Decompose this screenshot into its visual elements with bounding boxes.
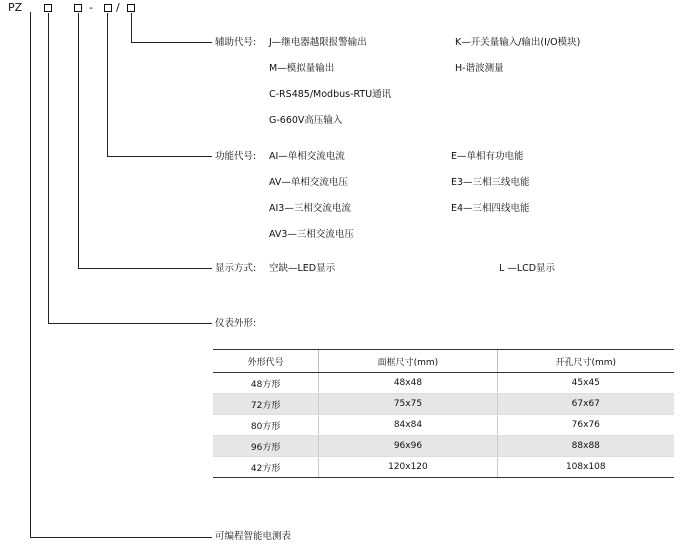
cell-frame: 84x84: [319, 415, 497, 436]
display-label: 显示方式:: [215, 263, 257, 274]
table-row: [213, 415, 674, 436]
header-shape-code: 外形代号: [213, 350, 319, 373]
table-row: [213, 436, 674, 457]
aux-item-j: J—继电器越限报警输出: [269, 37, 367, 48]
leader-display-v: [78, 13, 79, 269]
code-slash: /: [116, 1, 120, 14]
cell-cutout: 67x67: [497, 394, 674, 415]
func-item-ai: AI—单相交流电流: [269, 151, 345, 162]
leader-shape-v: [48, 13, 49, 324]
display-lcd: L —LCD显示: [499, 263, 556, 274]
table-header-row: [213, 350, 674, 373]
cell-shape: 42方形: [213, 457, 319, 478]
cell-shape: 72方形: [213, 394, 319, 415]
cell-frame: 48x48: [319, 373, 497, 394]
leader-aux-v: [131, 13, 132, 43]
aux-item-g: G-660V高压输入: [269, 115, 343, 126]
model-prefix: PZ: [8, 1, 23, 14]
func-item-e: E—单相有功电能: [451, 151, 524, 162]
cell-shape: 96方形: [213, 436, 319, 457]
aux-item-h: H-谐波测量: [455, 63, 504, 74]
leader-display-h: [78, 268, 212, 269]
func-item-av: AV—单相交流电压: [269, 177, 348, 188]
cell-frame: 120x120: [319, 457, 497, 478]
table-row: [213, 373, 674, 394]
header-frame-size: 面框尺寸(mm): [319, 350, 497, 373]
cell-cutout: 108x108: [497, 457, 674, 478]
leader-product-h: [30, 537, 212, 538]
func-item-av3: AV3—三相交流电压: [269, 229, 354, 240]
display-mode-box: [44, 4, 52, 12]
func-item-e3: E3—三相三线电能: [451, 177, 530, 188]
leader-shape-h: [48, 323, 212, 324]
shape-table: [213, 349, 674, 478]
leader-func-v: [107, 13, 108, 157]
func-label: 功能代号:: [215, 151, 257, 162]
display-led: 空缺—LED显示: [269, 263, 336, 274]
aux-code-box-2: [127, 4, 135, 12]
cell-cutout: 76x76: [497, 415, 674, 436]
cell-frame: 96x96: [319, 436, 497, 457]
code-dash: -: [89, 1, 93, 14]
table-row: [213, 457, 674, 478]
aux-item-m: M—模拟量输出: [269, 63, 335, 74]
cell-shape: 48方形: [213, 373, 319, 394]
aux-item-k: K—开关量输入/输出(I/O模块): [455, 37, 581, 48]
product-label: 可编程智能电测表: [215, 531, 292, 542]
cell-cutout: 45x45: [497, 373, 674, 394]
func-item-ai3: AI3—三相交流电流: [269, 203, 351, 214]
leader-func-h: [107, 156, 212, 157]
aux-label: 辅助代号:: [215, 37, 257, 48]
shape-label: 仪表外形:: [215, 318, 257, 329]
cell-cutout: 88x88: [497, 436, 674, 457]
table-row: [213, 394, 674, 415]
cell-shape: 80方形: [213, 415, 319, 436]
cell-frame: 75x75: [319, 394, 497, 415]
header-cutout-size: 开孔尺寸(mm): [497, 350, 674, 373]
aux-code-box: [104, 4, 112, 12]
leader-aux-h: [131, 42, 212, 43]
aux-item-c: C-RS485/Modbus-RTU通讯: [269, 89, 392, 100]
leader-product-v: [30, 12, 31, 538]
function-code-box: [74, 4, 82, 12]
func-item-e4: E4—三相四线电能: [451, 203, 530, 214]
